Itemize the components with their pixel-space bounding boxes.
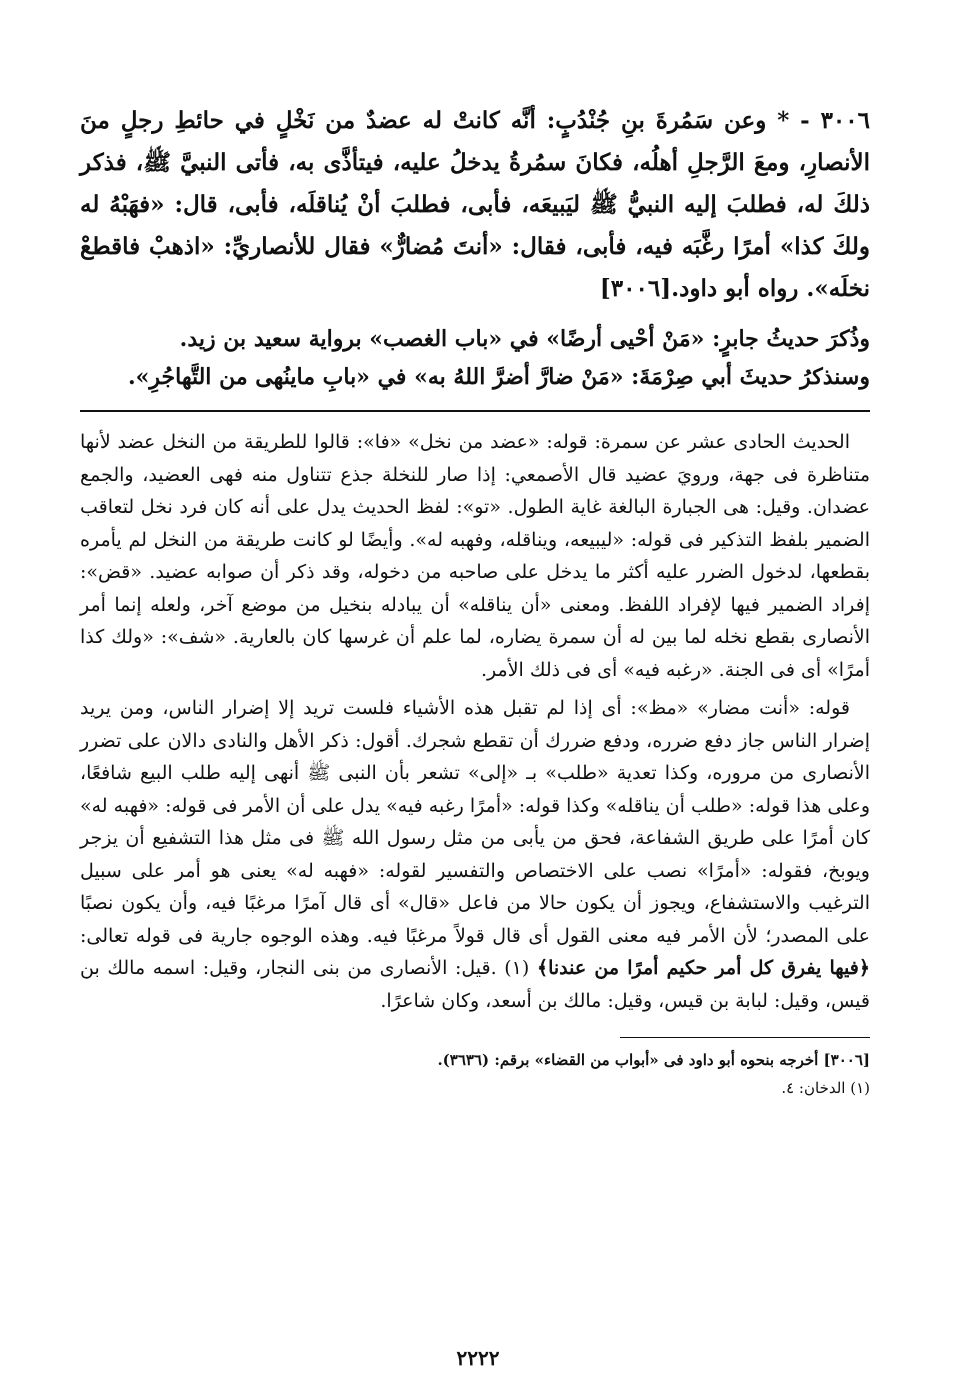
footnote-divider [620, 1037, 870, 1038]
quran-quote: ﴿فيها يفرق كل أمر حكيم أمرًا من عندنا﴾ [536, 957, 871, 979]
commentary-paragraph-2 [80, 692, 870, 1017]
reference-jabir: وذُكرَ حديثُ جابرٍ: «مَنْ أحْيى أرضًا» في «باب الغصب» برواية سعيد بن زيد. [179, 326, 870, 352]
commentary-paragraph-2-tail: (١) .قيل: الأنصارى من بنى النجار، وقيل: اسمه مالك بن قيس، وقيل: لبابة بن قيس، وقيل: مالك بن أسعد، وكان شاعرًا. [80, 957, 870, 1012]
page-content [80, 100, 870, 1102]
reference-abu-sirma: وسنذكرُ حديثَ أبي صِرْمَةَ: «مَنْ ضارَّ أضرَّ اللهُ به» في «بابِ ماينُهى من التَّهاجُرِ». [127, 364, 870, 390]
footnotes [80, 1046, 870, 1102]
commentary-section [80, 426, 870, 1017]
footnote-quran-ref: (١) الدخان: ٤. [781, 1079, 870, 1097]
page-number: ٢٢٢٢ [456, 1346, 500, 1370]
commentary-paragraph-1: الحديث الحادى عشر عن سمرة: قوله: «عضد من نخل» «فا»: قالوا للطريقة من النخل عضد لأنها متناظرة فى جهة، ورويَ عضيد قال الأصمعي: إذا صار للنخلة جذع تتناول منه فهى العضيد، والجمع عضدان. وقيل: هى الجبارة البالغة غاية الطول. «تو»: لفظ الحديث يدل على أنه كان فرد نخل لتعاقب الضمير بلفظ التذكير فى قوله: «ليبيعه، ويناقله، وفهبه له». وأيضًا لو كانت طريقة من النخل لم يأمره بقطعها، لدخول الضرر عليه أكثر ما يدخل على صاحبه من دخوله، وقد ذكر أن صوابه عضيد. «قض»: إفراد الضمير فيها لإفراد اللفظ. ومعنى «أن يناقله» أن يبادله بنخيل من موضع آخر، ولعله إنما أمر الأنصارى بقطع نخله لما بين له أن سمرة يضاره، لما علم أن غرسها كان بالعارية. «شف»: «ولك كذا أمرًا» أى فى الجنة. «رغبه فيه» أى فى ذلك الأمر. [80, 431, 870, 681]
hadith-text: ٣٠٠٦ - * وعن سَمُرةَ بنِ جُنْدُبٍ: أنَّه كانتْ له عضدٌ من نَخْلٍ في حائطِ رجلٍ منَ الأنصارِ، ومعَ الرَّجلِ أهلُه، فكانَ سمُرةُ يدخلُ عليه، فيتأذَّى به، فأتى النبيَّ ﷺ، فذكر ذلكَ له، فطلبَ إليه النبيُّ ﷺ ليَبيعَه، فأبى، فطلبَ أنْ يُناقلَه، فأبى، قال: «فهَبْهُ له ولكَ كذا» أمرًا رغَّبَه فيه، فأبى، فقال: «أنتَ مُضارٌّ» فقال للأنصاريِّ: «اذهبْ فاقطعْ نخلَه». رواه أبو داود.[٣٠٠٦] [80, 107, 870, 302]
commentary-paragraph-2-text: قوله: «أنت مضار» «مظ»: أى إذا لم تقبل هذه الأشياء فلست تريد إلا إضرار الناس، ومن يريد إضرار الناس جاز دفع ضرره، ودفع ضررك أن تقطع شجرك. أقول: ذكر الأهل والنادى دالان على تضرر الأنصارى من مروره، وكذا تعدية «طلب» بـ «إلى» تشعر بأن النبى ﷺ أنهى إليه طلب البيع شافعًا، وعلى هذا قوله: «طلب أن يناقله» وكذا قوله: «أمرًا رغبه فيه» يدل على أن الأمر فى قوله: «فهبه له» كان أمرًا على طريق الشفاعة، فحق من يأبى من مثل رسول الله ﷺ فى مثل هذا التشفيع أن يزجر ويوبخ، فقوله: «أمرًا» نصب على الاختصاص والتفسير لقوله: «فهبه له» يعنى هو أمر على سبيل الترغيب والاستشفاع، ويجوز أن يكون حالا من فاعل «قال» أى قال آمرًا مرغبًا فيه، وأن يكون نصبًا على المصدر؛ لأن الأمر فيه معنى القول أى قال قولاً مرغبًا فيه. وهذه الوجوه جارية فى قوله تعالى: [80, 697, 870, 947]
footnote-takhrij: [٣٠٠٦] أخرجه بنحوه أبو داود فى «أبواب من القضاء» برقم: (٣٦٣٦). [437, 1051, 870, 1069]
hadith-references [80, 320, 870, 396]
section-divider [80, 410, 870, 412]
hadith-section [80, 100, 870, 396]
